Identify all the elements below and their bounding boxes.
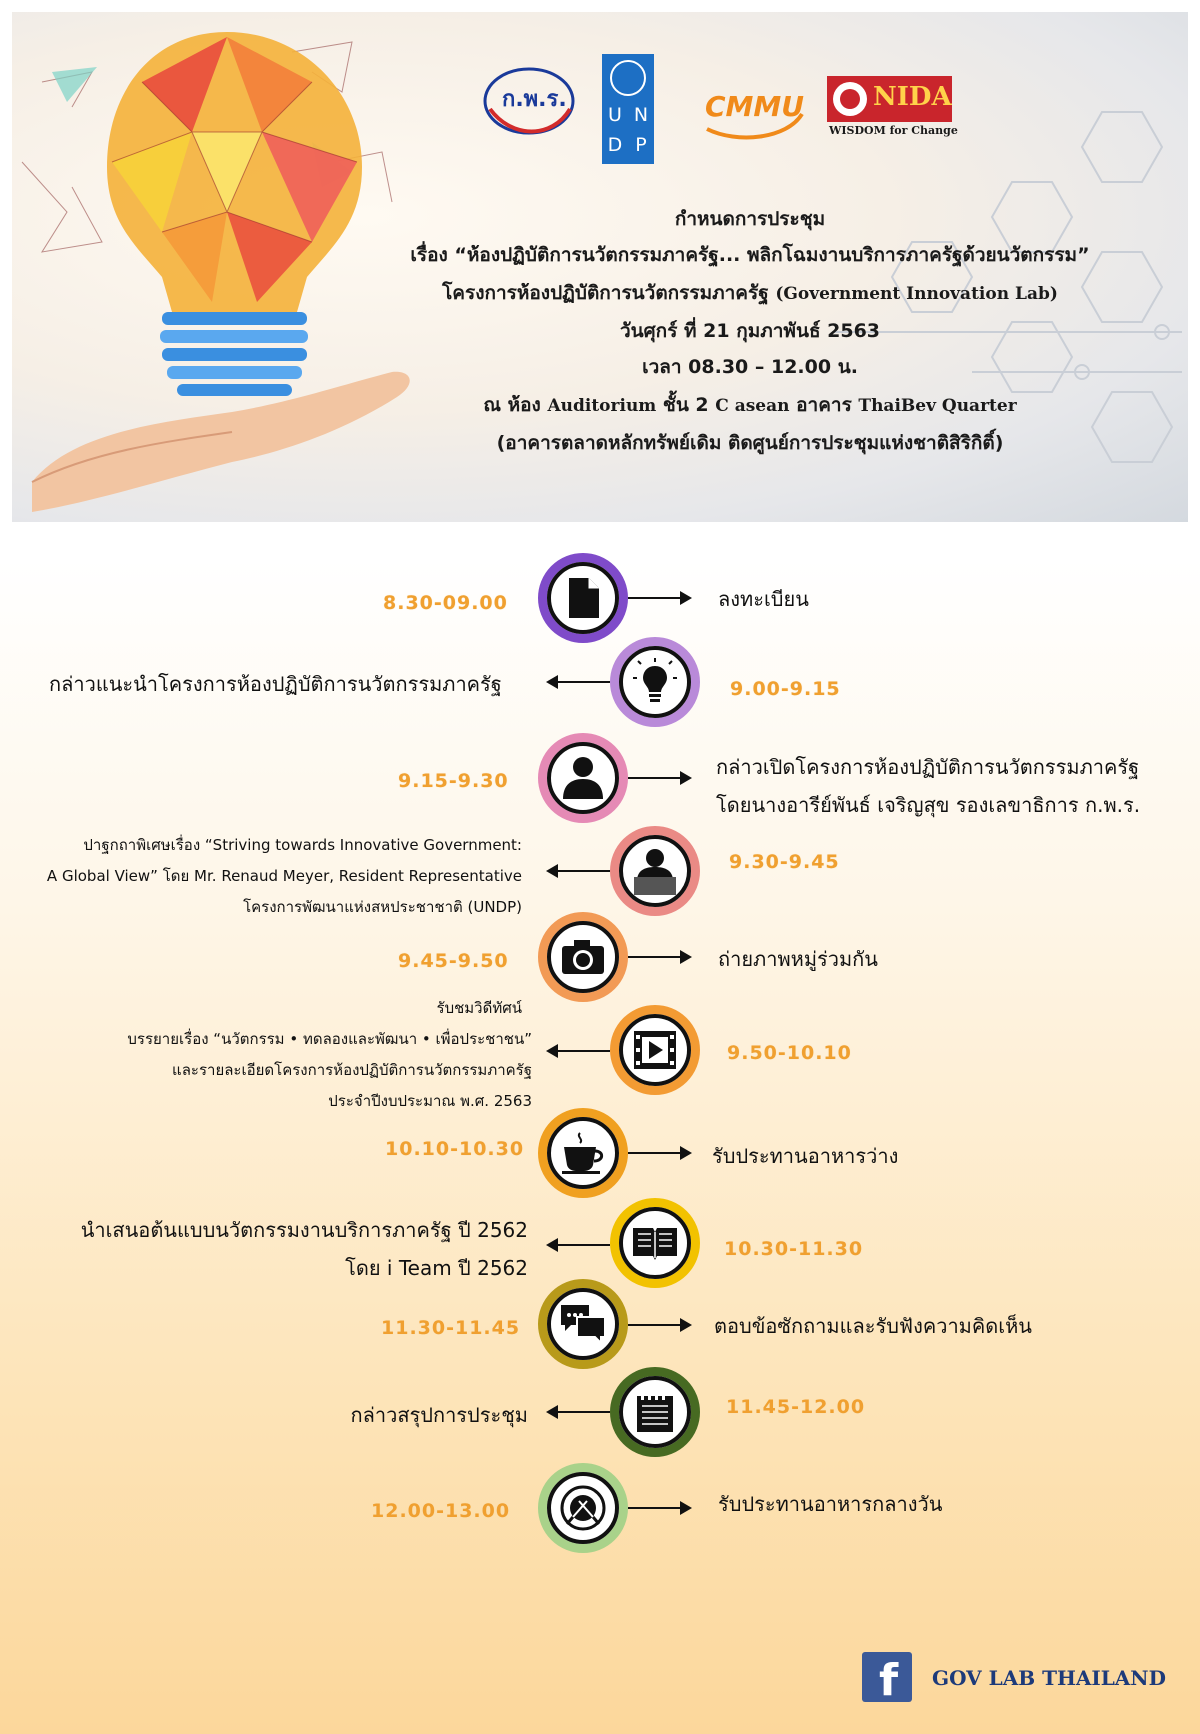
arrow-left	[548, 1411, 610, 1413]
agenda-time: 11.30-11.45	[381, 1317, 521, 1339]
partner-logos	[482, 54, 1022, 169]
agenda-desc-line: บรรยายเรื่อง “นวัตกรรม • ทดลองและพัฒนา • เพื่อประชาชน”	[127, 1030, 532, 1048]
venue-building-name: ThaiBev Quarter	[858, 396, 1017, 416]
agenda-desc-line: นำเสนอต้นแบบนวัตกรรมงานบริการภาครัฐ ปี 2562	[80, 1218, 528, 1242]
agenda-desc-line: และรายละเอียดโครงการห้องปฏิบัติการนวัตกรรมภาครัฐ	[172, 1061, 532, 1079]
agenda-icon-ring	[538, 1463, 628, 1553]
venue-floor: ชั้น 2	[662, 394, 709, 416]
agenda-desc-line: A Global View” โดย Mr. Renaud Meyer, Resident Representative	[46, 867, 522, 885]
agenda-time: 10.30-11.30	[724, 1238, 864, 1260]
arrow-right	[628, 1507, 690, 1509]
person-icon	[547, 742, 619, 814]
agenda-desc: ถ่ายภาพหมู่ร่วมกัน	[718, 947, 878, 971]
project-name	[320, 278, 1180, 308]
agenda-icon-ring	[610, 826, 700, 916]
arrow-left	[548, 870, 610, 872]
agenda-desc-line: โดย i Team ปี 2562	[345, 1256, 528, 1280]
nida-logo-text: NIDA	[873, 82, 952, 112]
arrow-left	[548, 1050, 610, 1052]
undp-letter-p: P	[635, 134, 647, 156]
venue-room: Auditorium	[547, 396, 657, 416]
arrow-left	[548, 681, 610, 683]
agenda-desc: กล่าวแนะนำโครงการห้องปฏิบัติการนวัตกรรมภาครัฐ	[49, 672, 502, 696]
agenda-title: กำหนดการประชุม	[674, 208, 826, 230]
project-name-th: โครงการห้องปฏิบัติการนวัตกรรมภาครัฐ	[442, 282, 769, 304]
facebook-icon-letter: f	[879, 1655, 899, 1706]
cmmu-logo-text: CMMU	[705, 90, 805, 123]
agenda-time: 12.00-13.00	[371, 1500, 511, 1522]
agenda-desc-line: รับชมวิดีทัศน์	[436, 999, 522, 1017]
agenda-time: 9.45-9.50	[398, 950, 509, 972]
agenda-icon-ring	[610, 637, 700, 727]
ocsc-logo-text: ก.พ.ร.	[502, 87, 567, 112]
agenda-desc-line: ประจำปีงบประมาณ พ.ศ. 2563	[328, 1092, 532, 1110]
agenda-desc-line: โดยนางอารีย์พันธ์ เจริญสุข รองเลขาธิการ ก.พ.ร.	[716, 793, 1141, 817]
agenda-desc: กล่าวสรุปการประชุม	[350, 1403, 528, 1427]
agenda-icon-ring	[610, 1198, 700, 1288]
arrow-right	[628, 956, 690, 958]
arrow-right	[628, 777, 690, 779]
venue-c-asean: C asean	[715, 396, 790, 416]
undp-logo	[602, 54, 654, 164]
meeting-subject: เรื่อง “ห้องปฏิบัติการนวัตกรรมภาครัฐ... พลิกโฉมงานบริการภาครัฐด้วยนวัตกรรม”	[410, 244, 1090, 266]
dining-icon	[547, 1472, 619, 1544]
chat-icon	[547, 1288, 619, 1360]
venue-note: (อาคารตลาดหลักทรัพย์เดิม ติดศูนย์การประชุมแห่งชาติสิริกิติ์)	[496, 432, 1004, 454]
meeting-venue	[320, 390, 1180, 420]
document-icon	[547, 562, 619, 634]
agenda-time: 9.15-9.30	[398, 770, 509, 792]
book-icon	[619, 1207, 691, 1279]
nida-tagline: WISDOM for Change	[829, 124, 958, 137]
coffee-icon	[547, 1117, 619, 1189]
agenda-desc: รับประทานอาหารกลางวัน	[718, 1492, 943, 1516]
agenda-desc: ลงทะเบียน	[718, 587, 809, 611]
agenda-desc-line: โครงการพัฒนาแห่งสหประชาชาติ (UNDP)	[243, 898, 522, 916]
undp-letter-d: D	[607, 134, 623, 156]
agenda-icon-ring	[538, 912, 628, 1002]
agenda-time: 11.45-12.00	[726, 1396, 866, 1418]
agenda-desc-line: กล่าวเปิดโครงการห้องปฏิบัติการนวัตกรรมภาครัฐ	[716, 755, 1140, 779]
agenda-desc-line: ปาฐกถาพิเศษเรื่อง “Striving towards Innovative Government:	[83, 836, 522, 854]
agenda-icon-ring	[610, 1005, 700, 1095]
camera-icon	[547, 921, 619, 993]
agenda-time: 9.30-9.45	[729, 851, 840, 873]
cmmu-logo	[697, 74, 807, 144]
agenda-icon-ring	[538, 553, 628, 643]
meeting-date: วันศุกร์ ที่ 21 กุมภาพันธ์ 2563	[619, 320, 881, 342]
lightbulb-icon	[619, 646, 691, 718]
agenda-icon-ring	[538, 733, 628, 823]
arrow-right	[628, 1324, 690, 1326]
agenda-icon-ring	[538, 1279, 628, 1369]
venue-building-label: อาคาร	[796, 394, 852, 416]
agenda-icon-ring	[538, 1108, 628, 1198]
agenda-desc: ตอบข้อซักถามและรับฟังความคิดเห็น	[714, 1314, 1032, 1338]
notepad-icon	[619, 1376, 691, 1448]
speaker-icon	[619, 835, 691, 907]
agenda-time: 8.30-09.00	[383, 592, 508, 614]
meeting-time: เวลา 08.30 – 12.00 น.	[642, 356, 858, 378]
agenda-desc: รับประทานอาหารว่าง	[712, 1144, 899, 1168]
undp-letter-u: U	[608, 104, 622, 126]
agenda-time: 9.00-9.15	[730, 678, 841, 700]
agenda-time: 9.50-10.10	[727, 1042, 852, 1064]
undp-letter-n: N	[633, 104, 649, 126]
facebook-page-name[interactable]: GOV LAB THAILAND	[932, 1666, 1166, 1690]
nida-logo	[827, 76, 958, 142]
ocsc-logo	[482, 64, 577, 139]
project-name-en: (Government Innovation Lab)	[775, 284, 1058, 304]
arrow-right	[628, 597, 690, 599]
agenda-icon-ring	[610, 1367, 700, 1457]
agenda-time: 10.10-10.30	[385, 1138, 525, 1160]
video-icon	[619, 1014, 691, 1086]
facebook-icon[interactable]	[862, 1652, 912, 1706]
venue-prefix: ณ ห้อง	[483, 394, 541, 416]
arrow-left	[548, 1244, 610, 1246]
arrow-right	[628, 1152, 690, 1154]
